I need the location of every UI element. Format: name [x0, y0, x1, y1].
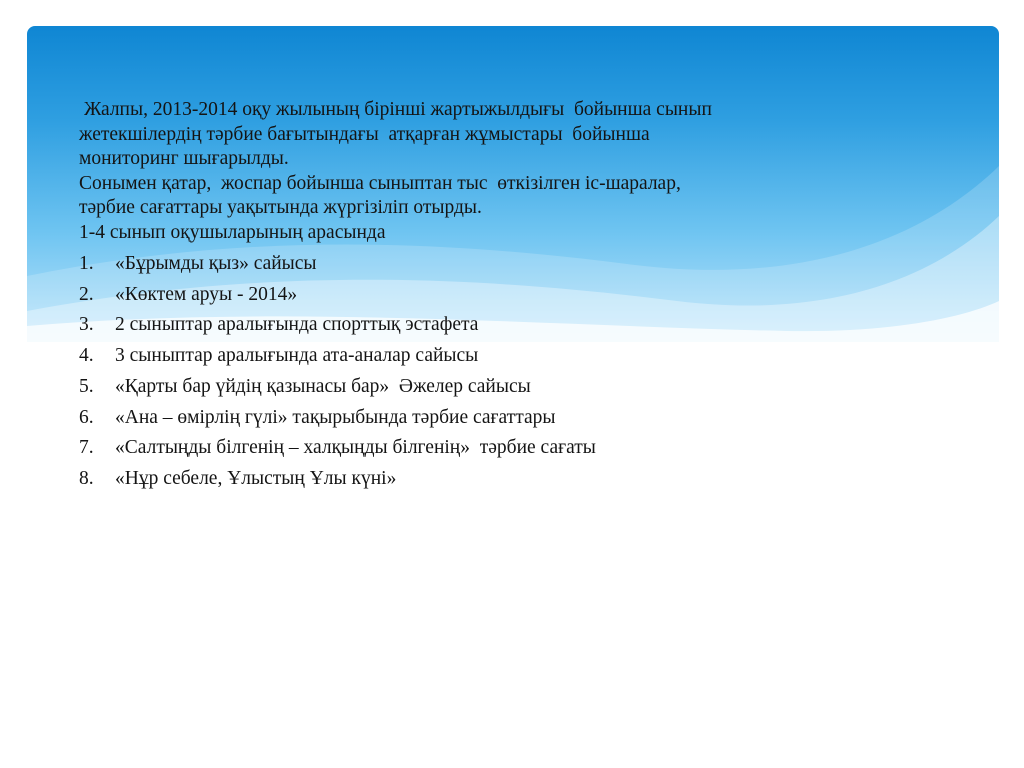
paragraph-line: 1-4 сынып оқушыларының арасында	[79, 221, 386, 243]
list-item	[79, 280, 959, 311]
paragraph-line: Жалпы, 2013-2014 оқу жылының бірінші жартыжылдығы бойынша сынып	[84, 99, 712, 120]
list-text: «Салтыңды білгенің – халқыңды білгенің» тәрбие сағаты	[115, 437, 596, 459]
list-text: 2 сыныптар аралығында спорттық эстафета	[115, 314, 479, 336]
list-text: «Көктем аруы - 2014»	[115, 283, 298, 305]
list-item	[79, 310, 959, 341]
list-item	[79, 372, 959, 403]
list-number: 7.	[79, 437, 94, 459]
list-number: 5.	[79, 375, 94, 397]
list-text: «Қарты бар үйдің қазынасы бар» Әжелер сайысы	[115, 375, 531, 397]
list-number: 2.	[79, 283, 94, 305]
list-number: 8.	[79, 467, 94, 489]
list-number: 3.	[79, 314, 94, 336]
paragraph-line: тәрбие сағаттары уақытында жүргізіліп отырды.	[79, 197, 482, 218]
list-item	[79, 464, 959, 495]
slide-content	[79, 98, 959, 495]
list-text: «Нұр себеле, Ұлыстың Ұлы күні»	[115, 467, 397, 489]
paragraph-line: Сонымен қатар, жоспар бойынша сыныптан тыс өткізілген іс-шаралар,	[79, 172, 681, 194]
list-item	[79, 249, 959, 280]
list-item	[79, 341, 959, 372]
list-number: 1.	[79, 253, 94, 274]
events-list	[79, 249, 959, 495]
list-number: 4.	[79, 345, 94, 367]
list-text: «Ана – өмірлің гүлі» тақырыбында тәрбие сағаттары	[115, 406, 556, 428]
list-item	[79, 433, 959, 464]
list-item	[79, 403, 959, 434]
paragraph-line: мониторинг шығарылды.	[79, 148, 289, 169]
list-text: 3 сыныптар аралығында ата-аналар сайысы	[115, 345, 479, 367]
list-number: 6.	[79, 406, 94, 428]
list-text: «Бұрымды қыз» сайысы	[115, 253, 317, 274]
paragraph-line: жетекшілердің тәрбие бағытындағы атқарған жұмыстары бойынша	[79, 123, 650, 145]
